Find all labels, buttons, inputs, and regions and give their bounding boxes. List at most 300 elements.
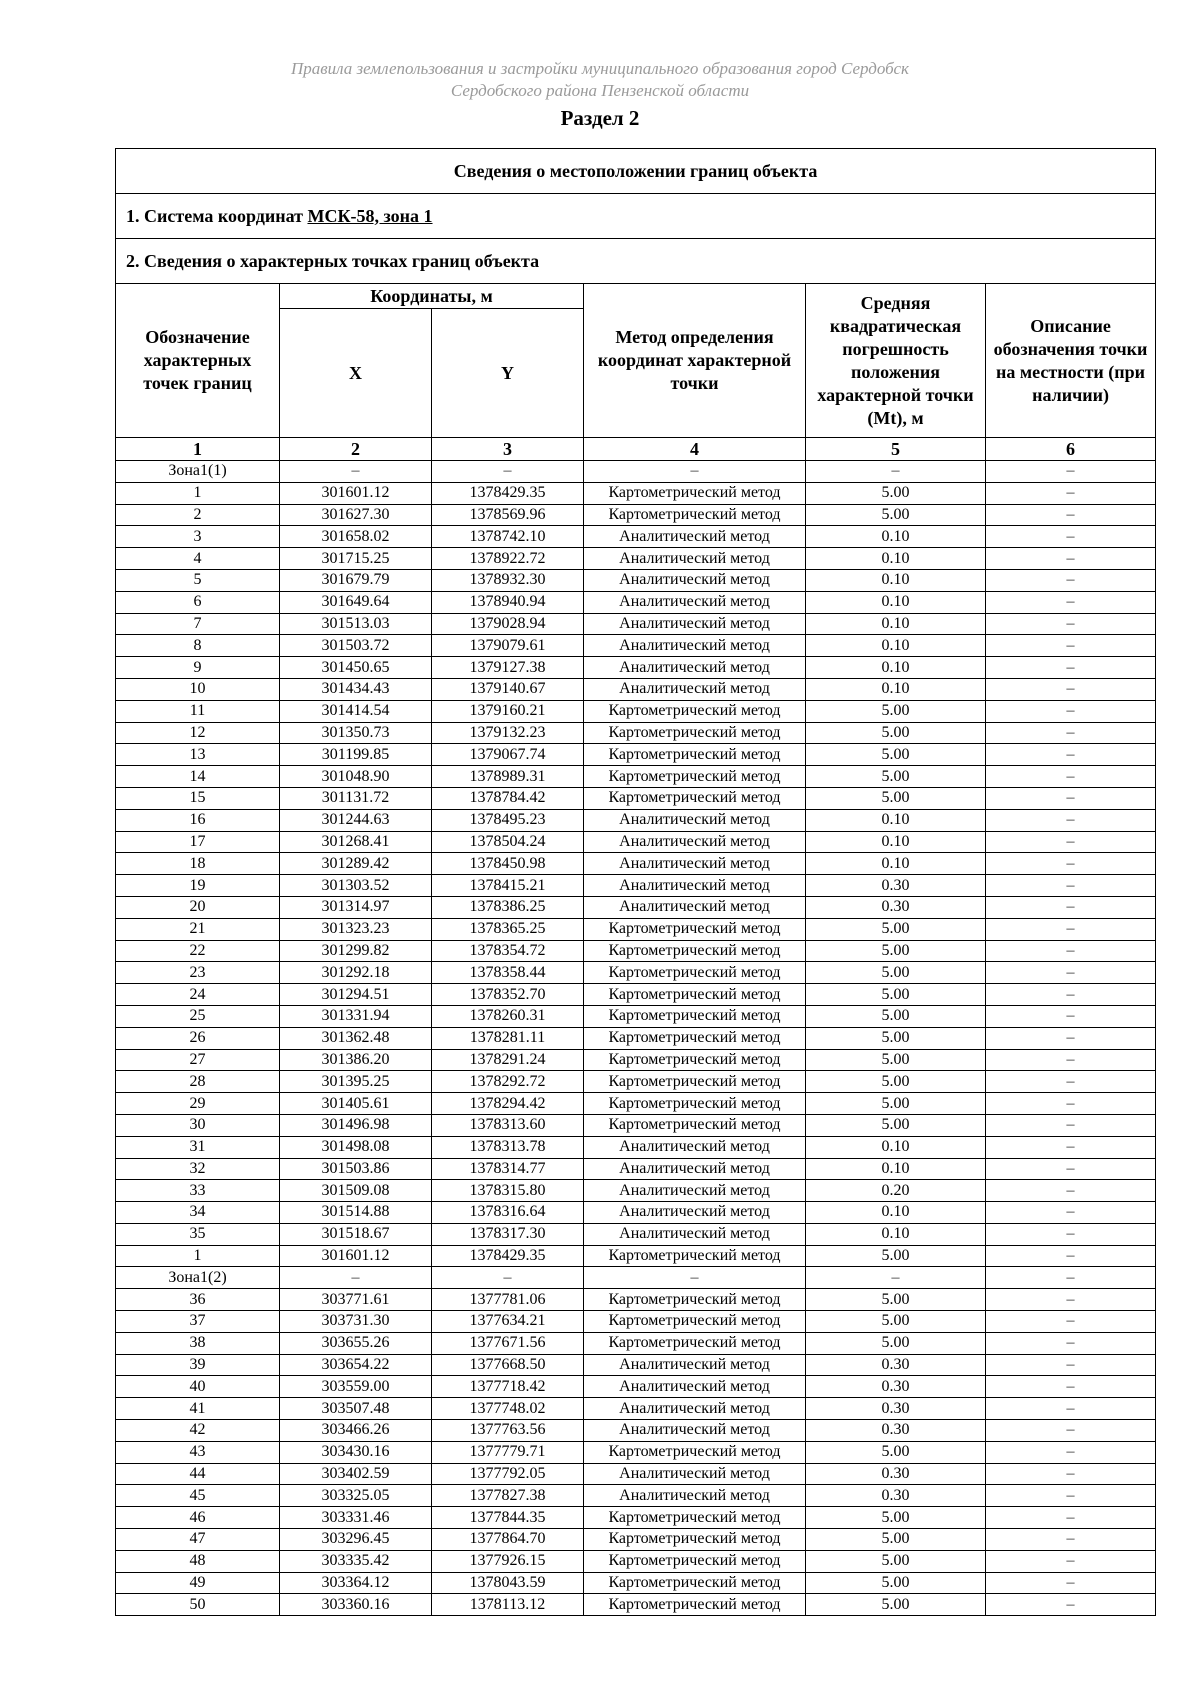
point-cell: 10 <box>116 678 280 700</box>
y-cell: 1377844.35 <box>432 1507 584 1529</box>
error-cell: 5.00 <box>806 1594 986 1616</box>
y-cell: 1377668.50 <box>432 1354 584 1376</box>
error-cell: 0.10 <box>806 1202 986 1224</box>
x-cell: 301048.90 <box>280 766 432 788</box>
method-cell: Аналитический метод <box>584 635 806 657</box>
x-cell: 301268.41 <box>280 831 432 853</box>
y-cell: 1378989.31 <box>432 766 584 788</box>
method-cell: Аналитический метод <box>584 1485 806 1507</box>
method-cell: Картометрический метод <box>584 1027 806 1049</box>
x-cell: 303559.00 <box>280 1376 432 1398</box>
y-cell: 1377779.71 <box>432 1441 584 1463</box>
point-cell: 1 <box>116 482 280 504</box>
table-row <box>116 591 1156 613</box>
y-cell: 1378315.80 <box>432 1180 584 1202</box>
error-cell: 5.00 <box>806 1529 986 1551</box>
error-cell: 0.20 <box>806 1180 986 1202</box>
column-number: 2 <box>280 438 432 461</box>
x-cell: 301331.94 <box>280 1005 432 1027</box>
point-cell: 33 <box>116 1180 280 1202</box>
description-cell: – <box>986 1136 1156 1158</box>
description-cell: – <box>986 1485 1156 1507</box>
y-cell: 1378292.72 <box>432 1071 584 1093</box>
point-cell: 2 <box>116 504 280 526</box>
error-cell: 0.10 <box>806 569 986 591</box>
table-row <box>116 1572 1156 1594</box>
x-cell: 303335.42 <box>280 1550 432 1572</box>
description-cell: – <box>986 1180 1156 1202</box>
x-cell: 301314.97 <box>280 896 432 918</box>
table-row <box>116 1245 1156 1267</box>
section-title: Раздел 2 <box>560 106 640 130</box>
x-cell: 303771.61 <box>280 1289 432 1311</box>
x-cell: 301601.12 <box>280 482 432 504</box>
table-row <box>116 635 1156 657</box>
description-cell: – <box>986 678 1156 700</box>
point-cell: 47 <box>116 1529 280 1551</box>
y-cell: 1377634.21 <box>432 1311 584 1333</box>
point-cell: 7 <box>116 613 280 635</box>
table-row <box>116 613 1156 635</box>
description-cell: – <box>986 635 1156 657</box>
point-cell: 43 <box>116 1441 280 1463</box>
point-cell: 29 <box>116 1093 280 1115</box>
point-cell: 19 <box>116 875 280 897</box>
method-cell: Аналитический метод <box>584 1223 806 1245</box>
table-row <box>116 1202 1156 1224</box>
description-cell: – <box>986 504 1156 526</box>
x-cell: – <box>280 461 432 483</box>
y-cell: 1377718.42 <box>432 1376 584 1398</box>
error-cell: 5.00 <box>806 962 986 984</box>
method-cell: Картометрический метод <box>584 482 806 504</box>
y-cell: 1377781.06 <box>432 1289 584 1311</box>
table-row <box>116 984 1156 1006</box>
point-cell: 20 <box>116 896 280 918</box>
error-cell: 5.00 <box>806 744 986 766</box>
error-cell: 5.00 <box>806 1507 986 1529</box>
method-cell: – <box>584 461 806 483</box>
point-cell: 44 <box>116 1463 280 1485</box>
method-cell: Аналитический метод <box>584 678 806 700</box>
y-cell: 1379132.23 <box>432 722 584 744</box>
error-cell: 5.00 <box>806 482 986 504</box>
y-cell: 1378415.21 <box>432 875 584 897</box>
x-cell: 303430.16 <box>280 1441 432 1463</box>
error-cell: 0.10 <box>806 613 986 635</box>
table-row <box>116 1093 1156 1115</box>
col-header-method: Метод определения координат характерной точки <box>584 284 806 438</box>
x-cell: – <box>280 1267 432 1289</box>
y-cell: – <box>432 461 584 483</box>
y-cell: 1378316.64 <box>432 1202 584 1224</box>
y-cell: 1378281.11 <box>432 1027 584 1049</box>
description-cell: – <box>986 722 1156 744</box>
x-cell: 303507.48 <box>280 1398 432 1420</box>
y-cell: 1378386.25 <box>432 896 584 918</box>
table-row <box>116 766 1156 788</box>
description-cell: – <box>986 591 1156 613</box>
method-cell: Аналитический метод <box>584 591 806 613</box>
method-cell: Картометрический метод <box>584 1572 806 1594</box>
method-cell: Картометрический метод <box>584 962 806 984</box>
method-cell: Картометрический метод <box>584 1529 806 1551</box>
y-cell: 1378569.96 <box>432 504 584 526</box>
table-row <box>116 1594 1156 1616</box>
y-cell: 1378932.30 <box>432 569 584 591</box>
y-cell: 1378314.77 <box>432 1158 584 1180</box>
x-cell: 301498.08 <box>280 1136 432 1158</box>
description-cell: – <box>986 962 1156 984</box>
table-row <box>116 1158 1156 1180</box>
error-cell: 0.10 <box>806 591 986 613</box>
point-cell: 4 <box>116 548 280 570</box>
y-cell: 1377792.05 <box>432 1463 584 1485</box>
error-cell: 0.10 <box>806 1158 986 1180</box>
method-cell: Аналитический метод <box>584 1202 806 1224</box>
y-cell: 1378940.94 <box>432 591 584 613</box>
table-row <box>116 1027 1156 1049</box>
method-cell: Картометрический метод <box>584 984 806 1006</box>
x-cell: 301294.51 <box>280 984 432 1006</box>
description-cell: – <box>986 1594 1156 1616</box>
method-cell: Картометрический метод <box>584 504 806 526</box>
point-cell: 24 <box>116 984 280 1006</box>
error-cell: 5.00 <box>806 1049 986 1071</box>
error-cell: 5.00 <box>806 1071 986 1093</box>
y-cell: 1378429.35 <box>432 1245 584 1267</box>
y-cell: 1379067.74 <box>432 744 584 766</box>
description-cell: – <box>986 1158 1156 1180</box>
point-cell: 26 <box>116 1027 280 1049</box>
method-cell: Картометрический метод <box>584 1071 806 1093</box>
point-cell: 15 <box>116 787 280 809</box>
table-row <box>116 962 1156 984</box>
table-row <box>116 809 1156 831</box>
method-cell: Картометрический метод <box>584 1507 806 1529</box>
error-cell: 5.00 <box>806 918 986 940</box>
method-cell: Аналитический метод <box>584 1354 806 1376</box>
x-cell: 303325.05 <box>280 1485 432 1507</box>
point-cell: 34 <box>116 1202 280 1224</box>
method-cell: Картометрический метод <box>584 1311 806 1333</box>
x-cell: 301627.30 <box>280 504 432 526</box>
error-cell: 5.00 <box>806 504 986 526</box>
table-row <box>116 548 1156 570</box>
y-cell: 1378043.59 <box>432 1572 584 1594</box>
table-row <box>116 1223 1156 1245</box>
x-cell: 303466.26 <box>280 1420 432 1442</box>
point-cell: 5 <box>116 569 280 591</box>
x-cell: 301395.25 <box>280 1071 432 1093</box>
description-cell: – <box>986 569 1156 591</box>
point-cell: Зона1(2) <box>116 1267 280 1289</box>
x-cell: 301299.82 <box>280 940 432 962</box>
x-cell: 303402.59 <box>280 1463 432 1485</box>
x-cell: 301131.72 <box>280 787 432 809</box>
description-cell: – <box>986 548 1156 570</box>
table-title: Сведения о местоположении границ объекта <box>116 149 1156 194</box>
error-cell: 0.10 <box>806 853 986 875</box>
description-cell: – <box>986 1005 1156 1027</box>
table-body <box>116 461 1156 1616</box>
method-cell: Картометрический метод <box>584 1049 806 1071</box>
table-row <box>116 700 1156 722</box>
description-cell: – <box>986 766 1156 788</box>
column-number: 1 <box>116 438 280 461</box>
point-cell: 40 <box>116 1376 280 1398</box>
table-row <box>116 1485 1156 1507</box>
y-cell: 1378352.70 <box>432 984 584 1006</box>
y-cell: 1378784.42 <box>432 787 584 809</box>
method-cell: Аналитический метод <box>584 613 806 635</box>
y-cell: 1378922.72 <box>432 548 584 570</box>
method-cell: Аналитический метод <box>584 896 806 918</box>
y-cell: 1377671.56 <box>432 1332 584 1354</box>
table-row <box>116 461 1156 483</box>
error-cell: 0.10 <box>806 831 986 853</box>
method-cell: Аналитический метод <box>584 1376 806 1398</box>
method-cell: Аналитический метод <box>584 853 806 875</box>
x-cell: 301386.20 <box>280 1049 432 1071</box>
x-cell: 301503.86 <box>280 1158 432 1180</box>
description-cell: – <box>986 1245 1156 1267</box>
description-cell: – <box>986 831 1156 853</box>
description-cell: – <box>986 984 1156 1006</box>
description-cell: – <box>986 1223 1156 1245</box>
coordinate-system-value: МСК-58, зона 1 <box>307 205 433 226</box>
boundary-points-table <box>115 148 1156 1616</box>
x-cell: 301434.43 <box>280 678 432 700</box>
error-cell: 5.00 <box>806 1311 986 1333</box>
y-cell: 1377864.70 <box>432 1529 584 1551</box>
method-cell: Аналитический метод <box>584 1463 806 1485</box>
description-cell: – <box>986 1071 1156 1093</box>
y-cell: 1377926.15 <box>432 1550 584 1572</box>
error-cell: 0.10 <box>806 548 986 570</box>
y-cell: 1378291.24 <box>432 1049 584 1071</box>
error-cell: 0.10 <box>806 657 986 679</box>
description-cell: – <box>986 700 1156 722</box>
x-cell: 301679.79 <box>280 569 432 591</box>
method-cell: Картометрический метод <box>584 744 806 766</box>
method-cell: Картометрический метод <box>584 940 806 962</box>
error-cell: 5.00 <box>806 1332 986 1354</box>
col-header-x: X <box>280 309 432 438</box>
x-cell: 301649.64 <box>280 591 432 613</box>
point-cell: 50 <box>116 1594 280 1616</box>
description-cell: – <box>986 809 1156 831</box>
table-row <box>116 1441 1156 1463</box>
error-cell: – <box>806 1267 986 1289</box>
table-row <box>116 1376 1156 1398</box>
error-cell: 0.30 <box>806 1485 986 1507</box>
table-row <box>116 831 1156 853</box>
method-cell: Картометрический метод <box>584 1093 806 1115</box>
table-row <box>116 504 1156 526</box>
column-number: 6 <box>986 438 1156 461</box>
y-cell: 1378365.25 <box>432 918 584 940</box>
x-cell: 301513.03 <box>280 613 432 635</box>
point-cell: 32 <box>116 1158 280 1180</box>
x-cell: 301518.67 <box>280 1223 432 1245</box>
method-cell: Картометрический метод <box>584 1114 806 1136</box>
error-cell: 0.10 <box>806 1223 986 1245</box>
description-cell: – <box>986 1550 1156 1572</box>
description-cell: – <box>986 787 1156 809</box>
x-cell: 301199.85 <box>280 744 432 766</box>
method-cell: Картометрический метод <box>584 1005 806 1027</box>
point-cell: 38 <box>116 1332 280 1354</box>
description-cell: – <box>986 461 1156 483</box>
method-cell: Аналитический метод <box>584 1158 806 1180</box>
x-cell: 301323.23 <box>280 918 432 940</box>
point-cell: 12 <box>116 722 280 744</box>
error-cell: 0.30 <box>806 1420 986 1442</box>
description-cell: – <box>986 1027 1156 1049</box>
point-cell: 6 <box>116 591 280 613</box>
error-cell: 5.00 <box>806 1289 986 1311</box>
y-cell: – <box>432 1267 584 1289</box>
description-cell: – <box>986 1441 1156 1463</box>
description-cell: – <box>986 613 1156 635</box>
column-number: 5 <box>806 438 986 461</box>
error-cell: 0.10 <box>806 809 986 831</box>
error-cell: 0.10 <box>806 526 986 548</box>
y-cell: 1377763.56 <box>432 1420 584 1442</box>
y-cell: 1378358.44 <box>432 962 584 984</box>
x-cell: 301601.12 <box>280 1245 432 1267</box>
y-cell: 1378429.35 <box>432 482 584 504</box>
error-cell: 0.10 <box>806 1136 986 1158</box>
col-header-point: Обозначение характерных точек границ <box>116 284 280 438</box>
y-cell: 1377827.38 <box>432 1485 584 1507</box>
description-cell: – <box>986 1202 1156 1224</box>
y-cell: 1378313.60 <box>432 1114 584 1136</box>
x-cell: 301303.52 <box>280 875 432 897</box>
x-cell: 303655.26 <box>280 1332 432 1354</box>
description-cell: – <box>986 1420 1156 1442</box>
point-cell: 8 <box>116 635 280 657</box>
method-cell: Аналитический метод <box>584 831 806 853</box>
table-row <box>116 918 1156 940</box>
x-cell: 303654.22 <box>280 1354 432 1376</box>
y-cell: 1378354.72 <box>432 940 584 962</box>
error-cell: 5.00 <box>806 766 986 788</box>
table-row <box>116 875 1156 897</box>
point-cell: 3 <box>116 526 280 548</box>
table-row <box>116 1049 1156 1071</box>
method-cell: Аналитический метод <box>584 1136 806 1158</box>
table-row <box>116 1180 1156 1202</box>
error-cell: 5.00 <box>806 1093 986 1115</box>
y-cell: 1378495.23 <box>432 809 584 831</box>
description-cell: – <box>986 1332 1156 1354</box>
error-cell: 0.10 <box>806 678 986 700</box>
table-row <box>116 1550 1156 1572</box>
table-row <box>116 896 1156 918</box>
description-cell: – <box>986 482 1156 504</box>
error-cell: 5.00 <box>806 1114 986 1136</box>
x-cell: 303331.46 <box>280 1507 432 1529</box>
table-row <box>116 940 1156 962</box>
point-cell: 46 <box>116 1507 280 1529</box>
table-row <box>116 1289 1156 1311</box>
error-cell: 5.00 <box>806 1441 986 1463</box>
table-row <box>116 1354 1156 1376</box>
point-cell: 37 <box>116 1311 280 1333</box>
description-cell: – <box>986 744 1156 766</box>
coordinate-system-row <box>116 194 1156 239</box>
description-cell: – <box>986 1529 1156 1551</box>
x-cell: 301405.61 <box>280 1093 432 1115</box>
point-cell: 22 <box>116 940 280 962</box>
point-cell: 13 <box>116 744 280 766</box>
point-cell: 23 <box>116 962 280 984</box>
col-header-y: Y <box>432 309 584 438</box>
table-row <box>116 1136 1156 1158</box>
error-cell: 0.30 <box>806 1463 986 1485</box>
description-cell: – <box>986 657 1156 679</box>
y-cell: 1378113.12 <box>432 1594 584 1616</box>
error-cell: 5.00 <box>806 700 986 722</box>
error-cell: 0.30 <box>806 1398 986 1420</box>
x-cell: 301658.02 <box>280 526 432 548</box>
error-cell: 0.30 <box>806 875 986 897</box>
point-cell: 36 <box>116 1289 280 1311</box>
table-row <box>116 787 1156 809</box>
description-cell: – <box>986 1267 1156 1289</box>
y-cell: 1379160.21 <box>432 700 584 722</box>
table-row <box>116 678 1156 700</box>
method-cell: Картометрический метод <box>584 766 806 788</box>
table-row <box>116 1071 1156 1093</box>
table-row <box>116 1507 1156 1529</box>
col-header-coordinates: Координаты, м <box>280 284 584 309</box>
method-cell: Картометрический метод <box>584 918 806 940</box>
y-cell: 1378317.30 <box>432 1223 584 1245</box>
description-cell: – <box>986 1354 1156 1376</box>
error-cell: 5.00 <box>806 984 986 1006</box>
error-cell: 0.30 <box>806 1354 986 1376</box>
table-row <box>116 482 1156 504</box>
error-cell: 5.00 <box>806 1550 986 1572</box>
y-cell: 1379127.38 <box>432 657 584 679</box>
x-cell: 301503.72 <box>280 635 432 657</box>
description-cell: – <box>986 1398 1156 1420</box>
coordinate-system-label: 1. Система координат <box>126 205 308 226</box>
method-cell: Аналитический метод <box>584 548 806 570</box>
description-cell: – <box>986 1463 1156 1485</box>
method-cell: Аналитический метод <box>584 526 806 548</box>
x-cell: 301496.98 <box>280 1114 432 1136</box>
method-cell: Картометрический метод <box>584 1289 806 1311</box>
point-cell: 31 <box>116 1136 280 1158</box>
col-header-description: Описание обозначения точки на местности (при наличии) <box>986 284 1156 438</box>
x-cell: 303364.12 <box>280 1572 432 1594</box>
table-row <box>116 1463 1156 1485</box>
y-cell: 1378260.31 <box>432 1005 584 1027</box>
point-cell: 42 <box>116 1420 280 1442</box>
x-cell: 301350.73 <box>280 722 432 744</box>
column-numbers-row <box>116 438 1156 461</box>
running-header-line-2: Сердобского района Пензенской области <box>450 81 750 100</box>
method-cell: Аналитический метод <box>584 657 806 679</box>
x-cell: 301292.18 <box>280 962 432 984</box>
error-cell: 5.00 <box>806 1245 986 1267</box>
method-cell: Картометрический метод <box>584 1245 806 1267</box>
point-cell: 49 <box>116 1572 280 1594</box>
